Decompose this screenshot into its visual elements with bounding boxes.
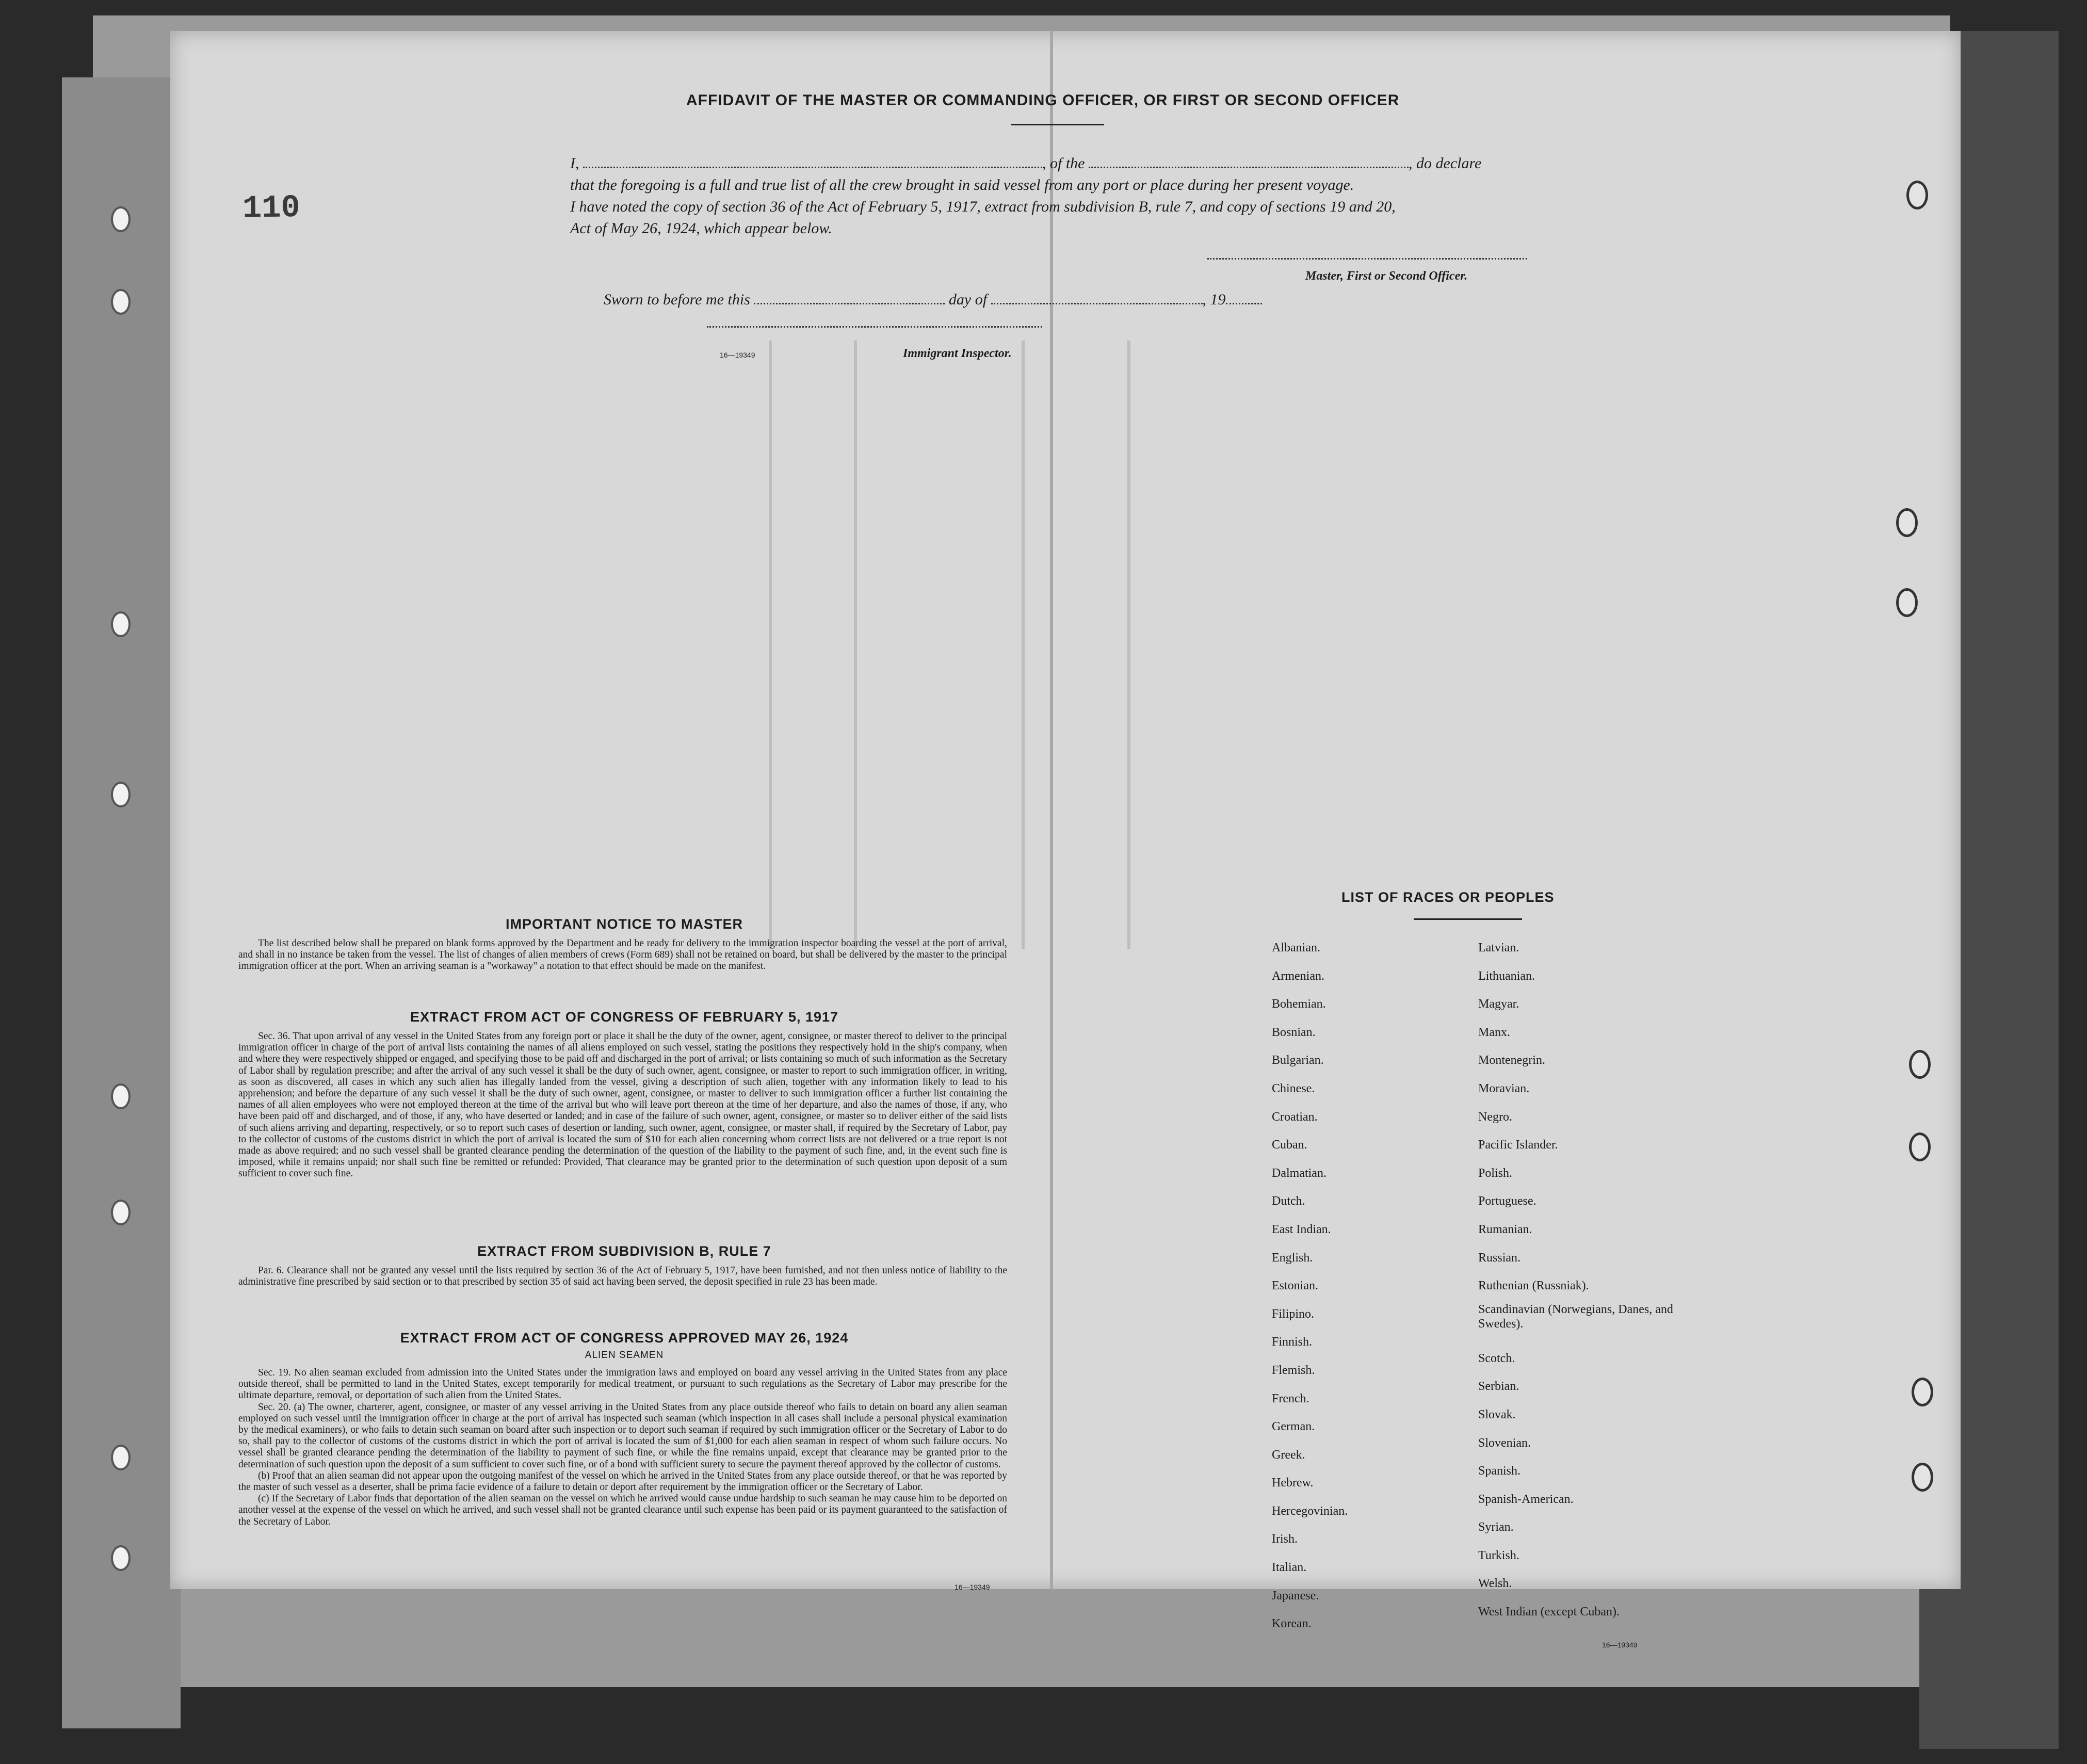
- form-number: 16—19349: [1602, 1641, 1638, 1649]
- binding-strip: [62, 77, 181, 1728]
- binding-hole: [1906, 181, 1928, 209]
- race-item: Bulgarian.: [1272, 1054, 1324, 1067]
- race-item: Syrian.: [1478, 1520, 1514, 1534]
- race-item: Negro.: [1478, 1110, 1512, 1124]
- race-item: Flemish.: [1272, 1363, 1315, 1377]
- races-title-rule: [1414, 918, 1522, 920]
- race-item: Hercegovinian.: [1272, 1504, 1348, 1518]
- race-item: Montenegrin.: [1478, 1054, 1545, 1067]
- notice-paragraph: The list described below shall be prepared on blank forms approved by the Department and be ready for delivery to the immigration inspector boarding the vessel at the port of arrival, and shall in no instance be taken from the vessel. The list of changes of alien members of crews (Form 689) shall not be retained on board, but shall be delivered by the master to the principal immigration officer at the port. When an arriving seaman is a "workaway" a notation to that effect should be made on the manifest.: [238, 938, 1007, 972]
- binding-hole: [1912, 1378, 1933, 1406]
- extract-1924-text: [238, 1367, 1007, 1528]
- affidavit-line-4: Act of May 26, 1924, which appear below.: [570, 220, 832, 237]
- binding-hole: [111, 1545, 131, 1571]
- month-blank[interactable]: [991, 303, 1203, 304]
- master-caption: Master, First or Second Officer.: [1305, 269, 1468, 283]
- race-item: Dalmatian.: [1272, 1166, 1326, 1180]
- title-rule: [1011, 124, 1104, 125]
- race-item: French.: [1272, 1391, 1309, 1405]
- race-item: Rumanian.: [1478, 1222, 1532, 1236]
- affidavit-line-2: that the foregoing is a full and true list of all the crew brought in said vessel from any port or place during her present voyage.: [570, 176, 1354, 193]
- affidavit-of-the: , of the: [1042, 155, 1085, 172]
- race-item: Korean.: [1272, 1617, 1312, 1631]
- binding-hole: [111, 1445, 131, 1470]
- binding-hole: [111, 1200, 131, 1225]
- bleed-rule: [1022, 341, 1025, 949]
- race-item: Japanese.: [1272, 1589, 1319, 1603]
- bleed-rule: [854, 341, 857, 949]
- race-item: Spanish-American.: [1478, 1492, 1574, 1506]
- race-item: Irish.: [1272, 1532, 1298, 1546]
- rule7-paragraph: Par. 6. Clearance shall not be granted any vessel until the lists required by section 36 of the Act of February 5, 1917, have been furnished, and not then unless notice of liability to the administrative fine prescribed by said section or to that prescribed by section 35 of said act having been served, the deposit specified in rule 23 has been made.: [238, 1265, 1007, 1288]
- race-item: Croatian.: [1272, 1110, 1318, 1124]
- binding-hole: [1912, 1463, 1933, 1492]
- races-title: LIST OF RACES OR PEOPLES: [1341, 889, 1555, 905]
- affidavit-line-1: [570, 155, 1481, 172]
- section-20b-paragraph: (b) Proof that an alien seaman did not appear upon the outgoing manifest of the vessel on which he arrived in the United States from any place outside thereof, or that he was reported by the master of such vessel as a deserter, shall be prima facie evidence of a failure to detain or deport after requirement by the immigration officer or the Secretary of Labor.: [238, 1470, 1007, 1493]
- race-item: Italian.: [1272, 1561, 1307, 1575]
- race-item: Manx.: [1478, 1025, 1510, 1039]
- race-item: Latvian.: [1478, 941, 1519, 954]
- affidavit-title: AFFIDAVIT OF THE MASTER OR COMMANDING OFFICER, OR FIRST OR SECOND OFFICER: [686, 92, 1400, 109]
- day-blank[interactable]: [754, 303, 945, 304]
- notice-text: [238, 938, 1007, 973]
- race-item: Estonian.: [1272, 1279, 1318, 1293]
- binding-hole: [1909, 1050, 1931, 1079]
- extract-1917-text: [238, 1031, 1007, 1180]
- extract-rule7-title: EXTRACT FROM SUBDIVISION B, RULE 7: [477, 1243, 771, 1259]
- race-item: Pacific Islander.: [1478, 1138, 1558, 1152]
- race-item: Scotch.: [1478, 1351, 1515, 1365]
- day-of-label: day of: [948, 291, 988, 308]
- race-item: West Indian (except Cuban).: [1478, 1605, 1620, 1619]
- bleed-rule: [1127, 341, 1130, 949]
- affidavit-declare: , do declare: [1409, 155, 1482, 172]
- notice-title: IMPORTANT NOTICE TO MASTER: [506, 916, 743, 932]
- inspector-caption: Immigrant Inspector.: [903, 347, 1012, 360]
- race-item: Turkish.: [1478, 1548, 1519, 1562]
- extract-rule7-text: [238, 1265, 1007, 1288]
- race-item: Serbian.: [1478, 1380, 1519, 1394]
- section-19-paragraph: Sec. 19. No alien seaman excluded from admission into the United States under the immigration laws and employed on board any vessel arriving in the United States from any place outside thereof, shall be permitted to land in the United States, except temporarily for medical treatment, or pursuant to such regulations as the Secretary of Labor may prescribe for the ultimate departure, removal, or deportation of such alien from the United States.: [238, 1367, 1007, 1401]
- race-item: Cuban.: [1272, 1138, 1307, 1152]
- race-item: Bohemian.: [1272, 997, 1326, 1011]
- race-item: Albanian.: [1272, 941, 1320, 954]
- alien-seamen-subtitle: ALIEN SEAMEN: [585, 1350, 664, 1361]
- race-item: Slovenian.: [1478, 1436, 1531, 1450]
- race-item: Lithuanian.: [1478, 969, 1535, 983]
- binding-hole: [1896, 508, 1918, 537]
- race-item: Dutch.: [1272, 1194, 1305, 1208]
- race-item: Armenian.: [1272, 969, 1324, 983]
- page-fold: [1050, 31, 1053, 1589]
- race-item: Spanish.: [1478, 1464, 1521, 1478]
- affidavit-line-3: I have noted the copy of section 36 of the Act of February 5, 1917, extract from subdivision B, rule 7, and copy of sections 19 and 20,: [570, 198, 1396, 215]
- race-item: Filipino.: [1272, 1307, 1315, 1321]
- section-20a-paragraph: Sec. 20. (a) The owner, charterer, agent, consignee, or master of any vessel arriving in the United States from any place outside thereof who fails to detain on board any alien seaman employed on such vessel until the immigration officer in charge at the port of arrival has inspected such seaman (which inspection in all cases shall include a personal physical examination by the medical examiners), or who fails to detain such seaman on board after such inspection or to deport such seaman if required by such immigration officer or the Secretary of Labor to do so, shall pay to the collector of customs of the customs district in which the port of arrival is located the sum of $1,000 for each alien seaman in respect of whom such failure occurs. No vessel shall be granted clearance pending the determination of the liability to payment of such fine, or while the fine remains unpaid, except that clearance may be granted prior to the determination of such question upon the deposit of a sum sufficient to cover such fine, or of a bond with sufficient surety to secure the payment thereof approved by the collector of customs.: [238, 1401, 1007, 1470]
- sworn-label: Sworn to before me this: [604, 291, 750, 308]
- year-blank[interactable]: [1226, 303, 1262, 304]
- race-item: German.: [1272, 1420, 1315, 1434]
- bleed-rule: [769, 341, 772, 949]
- race-item: Hebrew.: [1272, 1476, 1314, 1490]
- race-item: Slovak.: [1478, 1407, 1516, 1421]
- form-number: 16—19349: [720, 351, 755, 359]
- race-item: English.: [1272, 1251, 1313, 1265]
- binding-hole: [1909, 1132, 1931, 1161]
- race-item: Polish.: [1478, 1166, 1513, 1180]
- stamp-number: 110: [242, 189, 301, 227]
- affidavit-i: I,: [570, 155, 579, 172]
- binding-hole: [111, 1083, 131, 1109]
- race-item: Ruthenian (Russniak).: [1478, 1279, 1589, 1293]
- races-right-column: [1478, 934, 1685, 1626]
- binding-hole: [1896, 588, 1918, 617]
- binding-hole: [111, 611, 131, 637]
- form-number: 16—19349: [954, 1583, 990, 1591]
- section-36-paragraph: Sec. 36. That upon arrival of any vessel in the United States from any foreign port or place it shall be the duty of the owner, agent, consignee, or master thereof to deliver to the principal immigration officer in charge of the port of arrival lists containing the names of all aliens employed on such vessel, stating the positions they respectively hold in the ship's company, when and where they were respectively shipped or engaged, and specifying those to be paid off and discharged in the port of arrival; or lists containing so much of such information as the Secretary of Labor shall by regulation prescribe; and after the arrival of any such vessel it shall be the duty of such owner, agent, consignee, or master to report to such immigration officer, in writing, as soon as discovered, all cases in which any such alien has illegally landed from the vessel, giving a description of such alien, together with any information likely to lead to his apprehension; and before the departure of any such vessel it shall be the duty of such owner, agent, consignee, or master to deliver to such immigration officer a further list containing the names of all alien employees who were not employed thereon at the time of the arrival but who will leave port thereon at the time of her departure, and also the names of those, if any, who have been paid off and discharged, and of those, if any, who have deserted or landed; and in case of the failure of such owner, agent, consignee, or master so to deliver either of the said lists of such aliens arriving and departing, respectively, or so to report such cases of desertion or landing, such owner, agent, consignee, or master shall, if required by the Secretary of Labor, pay to the collector of customs of the customs district in which the port of arrival is located the sum of $10 for each alien concerning whom correct lists are not delivered or a true report is not made as above required; and no such vessel shall be granted clearance pending the determination of the question of the liability to the payment of such fine, and, in the event such fine is imposed, while it remains unpaid; nor shall such fine be remitted or refunded: Provided, That clearance may be granted prior to the determination of such question upon deposit of a sum sufficient to cover such fine.: [238, 1031, 1007, 1179]
- race-item: Finnish.: [1272, 1335, 1313, 1349]
- extract-1924-title: EXTRACT FROM ACT OF CONGRESS APPROVED MAY 26, 1924: [400, 1330, 849, 1346]
- extract-1917-title: EXTRACT FROM ACT OF CONGRESS OF FEBRUARY 5, 1917: [410, 1009, 839, 1025]
- race-item: Bosnian.: [1272, 1025, 1316, 1039]
- race-item: Greek.: [1272, 1448, 1305, 1462]
- sworn-line: [604, 291, 1262, 309]
- vessel-blank[interactable]: [1089, 167, 1409, 168]
- binding-hole: [111, 289, 131, 315]
- inspector-signature-blank[interactable]: [707, 326, 1042, 328]
- race-item: Portuguese.: [1478, 1194, 1536, 1208]
- race-item: Russian.: [1478, 1251, 1521, 1265]
- race-item: Welsh.: [1478, 1577, 1512, 1591]
- binding-hole: [111, 206, 131, 232]
- race-item: Chinese.: [1272, 1081, 1315, 1095]
- race-item: Scandinavian (Norwegians, Danes, and Swedes).: [1478, 1302, 1673, 1331]
- year-prefix: , 19: [1202, 291, 1226, 308]
- master-signature-blank[interactable]: [1207, 258, 1527, 260]
- race-item: Moravian.: [1478, 1081, 1530, 1095]
- name-blank[interactable]: [583, 167, 1042, 168]
- race-item: East Indian.: [1272, 1222, 1331, 1236]
- races-left-column: [1272, 934, 1348, 1638]
- binding-hole: [111, 782, 131, 807]
- section-20c-paragraph: (c) If the Secretary of Labor finds that deportation of the alien seaman on the vessel on which he arrived would cause undue hardship to such seaman he may cause him to be deported on another vessel at the expense of the vessel on which he arrived, and such vessel shall not be granted clearance until such expense has been paid or its payment guaranteed to the satisfaction of the Secretary of Labor.: [238, 1493, 1007, 1527]
- race-item: Magyar.: [1478, 997, 1519, 1011]
